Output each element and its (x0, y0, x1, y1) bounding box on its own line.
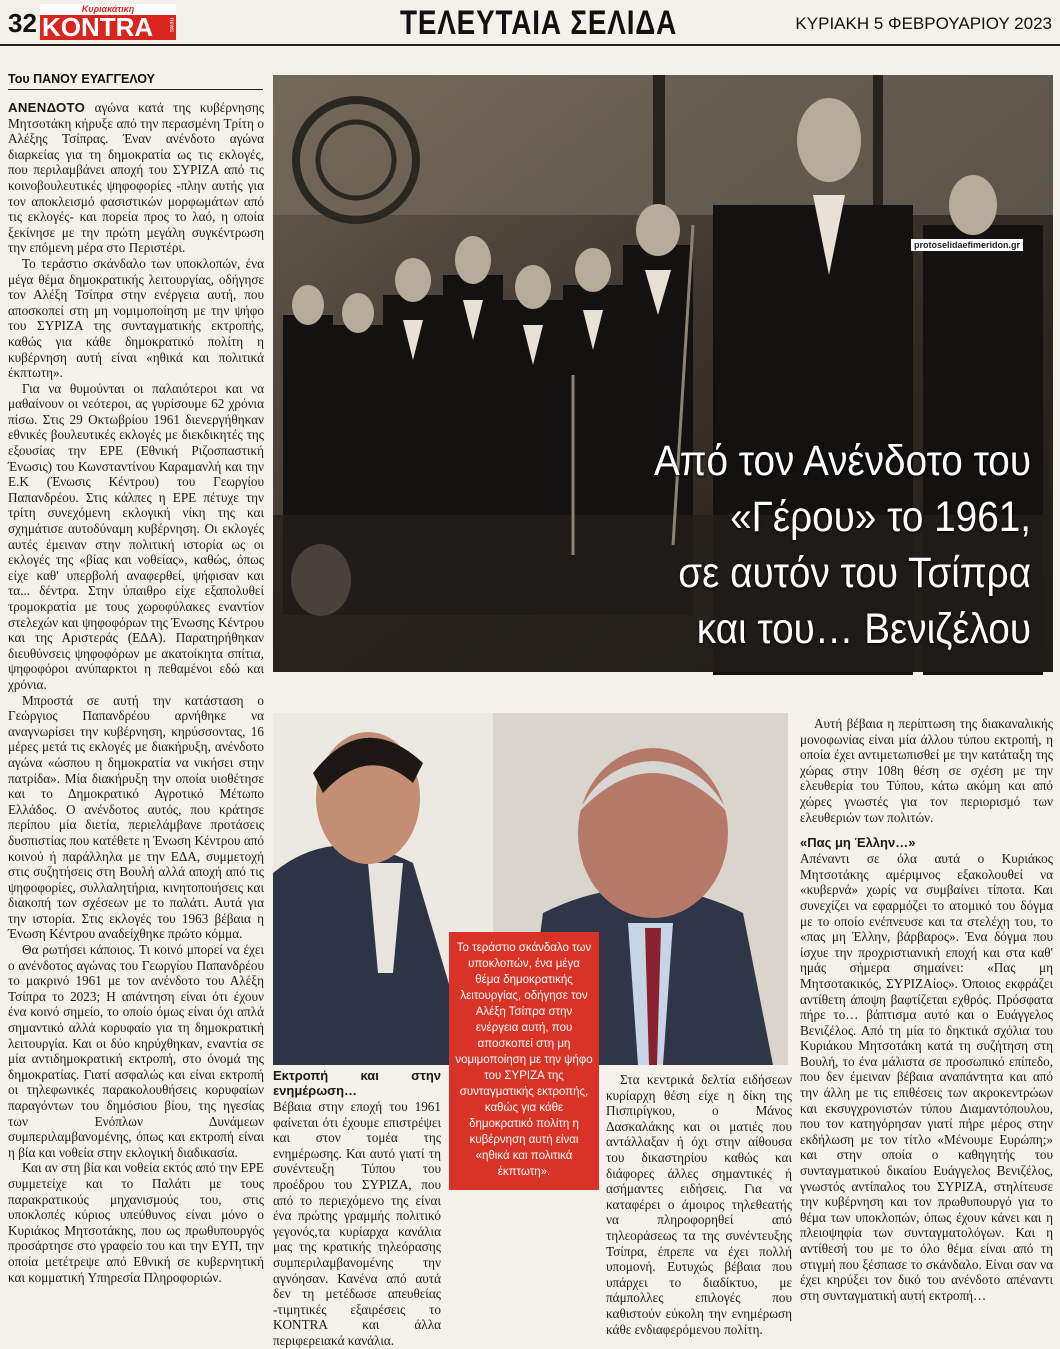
article-paragraph: Αυτή βέβαια η περίπτωση της διακαναλικής μονοφωνίας είναι μία άλλου τύπου εκτροπή, η οποία έχει αντιμετωπισθεί με την κατάταξη της χώρας στην 108η θέση σε σχέση με την ελευθερία του Τύπου, κάτω ακόμη και από χώρες γνωστές για τον περιορισμό των ελευθεριών των πολιτών. (800, 716, 1053, 825)
article-paragraph: Μπροστά σε αυτή την κατάσταση ο Γεώργιος Παπανδρέου αρνήθηκε να αναγνωρίσει την κυβέρνηση, κηρύσσοντας, 16 μέρες μετά τις εκλογές με διακήρυξη, ανένδοτο αγώνα «ώσπου η δημοκρατία να νικήσει στην πατρίδα». Μία διακήρυξη την οποία υιοθέτησε και το Δημοκρατικό Αγροτικό Μέτωπο Ελλάδος. Ο ανένδοτος αυτός, που κράτησε περίπου μία διετία, περιελάμβανε προτάσεις δυσπιστίας που κατέθετε η Ένωση Κέντρου από κοινού ή παράλληλα με την ΕΔΑ, συμμετοχή στις συζητήσεις στη Βουλή αλλά αποχή από τις ψηφοφορίες, συλλαλητήρια, κινητοποιήσεις και διακοπή των σχέσεων με το παλάτι. Αυτά για την ιστορία. Στις εκλογές του 1963 βέβαια η Ένωση Κέντρου αναδείχθηκε πρώτο κόμμα. (8, 692, 264, 942)
lead-word: ΑΝΕΝΔΟΤΟ (8, 100, 86, 115)
headline-line: Από τον Ανένδοτο του (653, 437, 1031, 485)
article-paragraph: Απέναντι σε όλα αυτά ο Κυριάκος Μητσοτάκης αμέριμνος εξακολουθεί να «κυβερνά» χωρίς να συμβαίνει τίποτα. Και συνεχίζει να εφαρμόζει το ατομικό του δόγμα με το οποίο ενέπνευσε και τα στελέχη του, το «πας μη Έλλην, βάρβαρος». Ένα δόγμα που ίσχυε την προχριστιανική εποχή και στα καθ' ημάς σήμερα σημαίνει: «Πας μη Μητσοτακικός, ΣΥΡΙΖΑίος». Όποιος εκφράζει αντίθετη άποψη βαφτίζεται εχθρός. Πρόσφατα πήρε το… βάπτισμα αυτό και ο Ευάγγελος Βενιζέλος. Από τη μία το δηκτικά σχόλια του Κυριάκου Μητσοτάκη κατά τη συζήτηση στη Βουλή, το ένα μάλιστα σε προσωπικό επίπεδο, που δεν έμειναν βέβαια αναπάντητα και από την άλλη με τις επιθέσεις των ακροκεντρώων και εκσυγχρονιστών τύπου Διαμαντόπουλου, που τον κατηγόρησαν γιατί πήρε μέρος στην εκδήλωση με τον τίτλο «Μένουμε Ευρώπη;» και στην οποία ο καθηγητής του συνταγματικού δικαίου Ευάγγελος Βενιζέλος, γνωστός αντίπαλος του ΣΥΡΙΖΑ, στηλίτευσε την κυβέρνηση και τον πρωθυπουργό για το θέμα των υποκλοπών, όπως έχουν κάνει και η πλειοψηφία των συνταγματολόγων. Και η αντίθεσή του με το όλο θέμα είναι από τη στιγμή που ξέσπασε το σκάνδαλο. Είναι σαν να έχει κηρύξει τον δικό του ανένδοτο απέναντι στη συνταγματική αυτή εκτροπή… (800, 851, 1053, 1303)
subheading: Εκτροπή και στην ενημέρωση… (273, 1068, 441, 1098)
page-header (0, 0, 1060, 46)
headline-line: και του… Βενιζέλου (696, 605, 1031, 653)
article-paragraph (8, 100, 264, 256)
article-paragraph: Το τεράστιο σκάνδαλο των υποκλοπών, ένα μέγα θέμα δημοκρατικής λειτουργίας, οδήγησε τον Αλέξη Τσίπρα στην ενέργεια αυτή, που αποσκοπεί στη μη νομιμοποίηση με την ψήφο του ΣΥΡΙΖΑ της συνταγματικής εκτροπής, καθώς για κάθε δημοκρατικό πολίτη η κυβέρνηση αυτή είναι «ηθικά και πολιτικά έκπτωτη». (8, 255, 264, 381)
kontra-logo (40, 4, 176, 40)
article-column-3 (606, 1072, 792, 1337)
logo-tag-text: news (168, 18, 174, 33)
headline-line: «Γέρου» το 1961, (730, 493, 1031, 541)
headline (599, 433, 1031, 657)
main-historical-photo (273, 75, 1053, 672)
paragraph-text: αγώνα κατά της κυβέρνησης Μητσοτάκη κήρυξε από την περασμένη Τρίτη ο Αλέξης Τσίπρας. Έναν ανένδοτο αγώνα διαρκείας για τη δημοκρατία ως τις εκλογές, που περιλαμβάνει αποχή του ΣΥΡΙΖΑ από τις κοινοβουλευτικές ψηφοφορίες -πλην αυτής για τον αποκλεισμό φασιστικών μορφωμάτων από τις εκλογές- και πορεία προς το λαό, η οποία ξεκίνησε με την πρώτη μεγάλη συγκέντρωση την επόμενη μέρα στο Περιστέρι. (8, 100, 264, 256)
byline-divider (8, 89, 263, 90)
pull-quote: Το τεράστιο σκάνδαλο των υποκλοπών, ένα μέγα θέμα δημοκρατικής λειτουργίας, οδήγησε τον Αλέξη Τσίπρα στην ενέργεια αυτή, που αποσκοπεί στη μη νομιμοποίηση με την ψήφο του ΣΥΡΙΖΑ της συνταγματικής εκτροπής, καθώς για κάθε δημοκρατικό πολίτη η κυβέρνηση αυτή είναι «ηθικά και πολιτικά έκπτωτη». (449, 932, 599, 1190)
byline: Του ΠΑΝΟΥ ΕΥΑΓΓΕΛΟΥ (8, 72, 156, 86)
article-paragraph: Στα κεντρικά δελτία ειδήσεων κυρίαρχη θέση είχε η δίκη της Πισπιρίγκου, ο Μάνος Δασκαλάκης και οι ματιές που αντάλλαξαν ή όχι στην αίθουσα του δικαστηρίου καθώς και διάφορες άλλες σημαντικές ή ασήμαντες ειδήσεις. Για να καταφέρει ο άμοιρος τηλεθεατής να πληροφορηθεί από τηλεοράσεως τα της συνέντευξης Τσίπρα, έπρεπε να έχει πολλή υπομονή. Ευτυχώς βέβαια που υπάρχει το διαδίκτυο, με πάμπολλες επιλογές που καθιστούν εύκολη την ενημέρωση κάθε ενδιαφερόμενου πολίτη. (606, 1072, 792, 1337)
page-number: 32 (8, 8, 37, 38)
logo-top-text: Κυριακάτικη (40, 4, 176, 15)
section-title: ΤΕΛΕΥΤΑΙΑ ΣΕΛΙΔΑ (400, 4, 678, 42)
article-paragraph: Βέβαια στην εποχή του 1961 φαίνεται ότι έχουμε επιστρέψει και στον τομέα της ενημέρωσης. Και αυτό γιατί τη συνέντευξη Τύπου του προέδρου του ΣΥΡΙΖΑ, που από το περιεχόμενο της είναι ένα πρώτης γραμμής πολιτικό γεγονός,τα κυρίαρχα κανάλια μας της κρατικής τηλεόρασης συμπεριλαμβανομένης την αγνόησαν. Κανένα από αυτά δεν τη μετέδωσε απευθείας -τιμητικές εξαιρέσεις το KONTRA και άλλα περιφερειακά κανάλια. (273, 1099, 441, 1348)
header-divider (0, 44, 1060, 46)
issue-date: ΚΥΡΙΑΚΗ 5 ΦΕΒΡΟΥΑΡΙΟΥ 2023 (795, 14, 1052, 33)
article-paragraph: Για να θυμούνται οι παλαιότεροι και να μαθαίνουν οι νεότεροι, ας γυρίσουμε 62 χρόνια πίσω. Στις 29 Οκτωβρίου 1961 διενεργήθηκαν εθνικές βουλευτικές εκλογές με διεκδικητές της εξουσίας την ΕΡΕ (Εθνική Ριζοσπαστική Ένωσις) του Κωνσταντίνου Καραμανλή και την Ε.Κ (Ένωσις Κέντρου) του Γεωργίου Παπανδρέου. Στις κάλπες η ΕΡΕ πέτυχε την τρίτη συνεχόμενη εκλογική νίκη της και σχημάτισε αυτοδύναμη κυβέρνηση. Οι εκλογές αυτές έμειναν στην πολιτική ιστορία ως οι εκλογές της «βίας και νοθείας», καθώς, όπως είχε καθ' υπερβολή αναφερθεί, ψήφισαν και τα... δέντρα. Στην ύπαιθρο είχε εξαπολυθεί τρομοκρατία με τους χωροφύλακες εναντίον στελεχών και ψηφοφόρων της Ένωσης Κέντρου και της Αριστεράς (ΕΔΑ). Παρατηρήθηκαν διευθύνσεις ψηφοφόρων με ακατοίκητα σπίτια, ψηφοφόροι ανύπαρκτοι η πεθαμένοι εδώ και χρόνια. (8, 380, 264, 692)
article-column-2 (273, 1058, 441, 1349)
headline-line: σε αυτόν του Τσίπρα (678, 549, 1031, 597)
article-paragraph: Θα ρωτήσει κάποιος. Τι κοινό μπορεί να έχει ο ανένδοτος αγώνας του Γεωργίου Παπανδρέου το μακρινό 1961 με τον ανένδοτο του Αλέξη Τσίπρα το 2023; Η απάντηση είναι ότι έχουν ένα κοινό σημείο, το οποίο όμως είναι όχι απλά σημαντικό αλλά κορυφαίο για τη δημοκρατική λειτουργία. Και οι δύο κηρύχθηκαν, εναντία σε μία αντιδημοκρατική εκτροπή, στο όνομά της δημοκρατίας. Γιατί ασφαλώς και είναι εκτροπή οι τηλεφωνικές παρακολουθήσεις κορυφαίων παραγόντων του δημόσιου βίου, της ηγεσίας των Ενόπλων Δυνάμεων συμπεριλαμβανομένης, όπως και εκτροπή είναι η βία και νοθεία στην εκλογική διαδικασία. (8, 942, 264, 1160)
logo-main-text: KONTRA (42, 12, 154, 42)
article-paragraph: Και αν στη βία και νοθεία εκτός από την ΕΡΕ συμμετείχε και το Παλάτι με τους παρακρατικούς μηχανισμούς του, στις υποκλοπές κύριος υπεύθυνος είναι μόνο ο Κυριάκος Μητσοτάκης, που ως πρωθυπουργός προσάρτησε στο γραφείο του και την ΕΥΠ, την οποία μετέτρεψε από Εθνική σε κυβερνητική και κομματική Υπηρεσία Πληροφοριών. (8, 1160, 264, 1285)
article-column-1 (8, 100, 264, 1285)
subheading: «Πας μη Έλλην…» (800, 835, 916, 851)
article-column-4 (800, 716, 1053, 1303)
watermark: protoselidaefimeridon.gr (911, 239, 1023, 251)
